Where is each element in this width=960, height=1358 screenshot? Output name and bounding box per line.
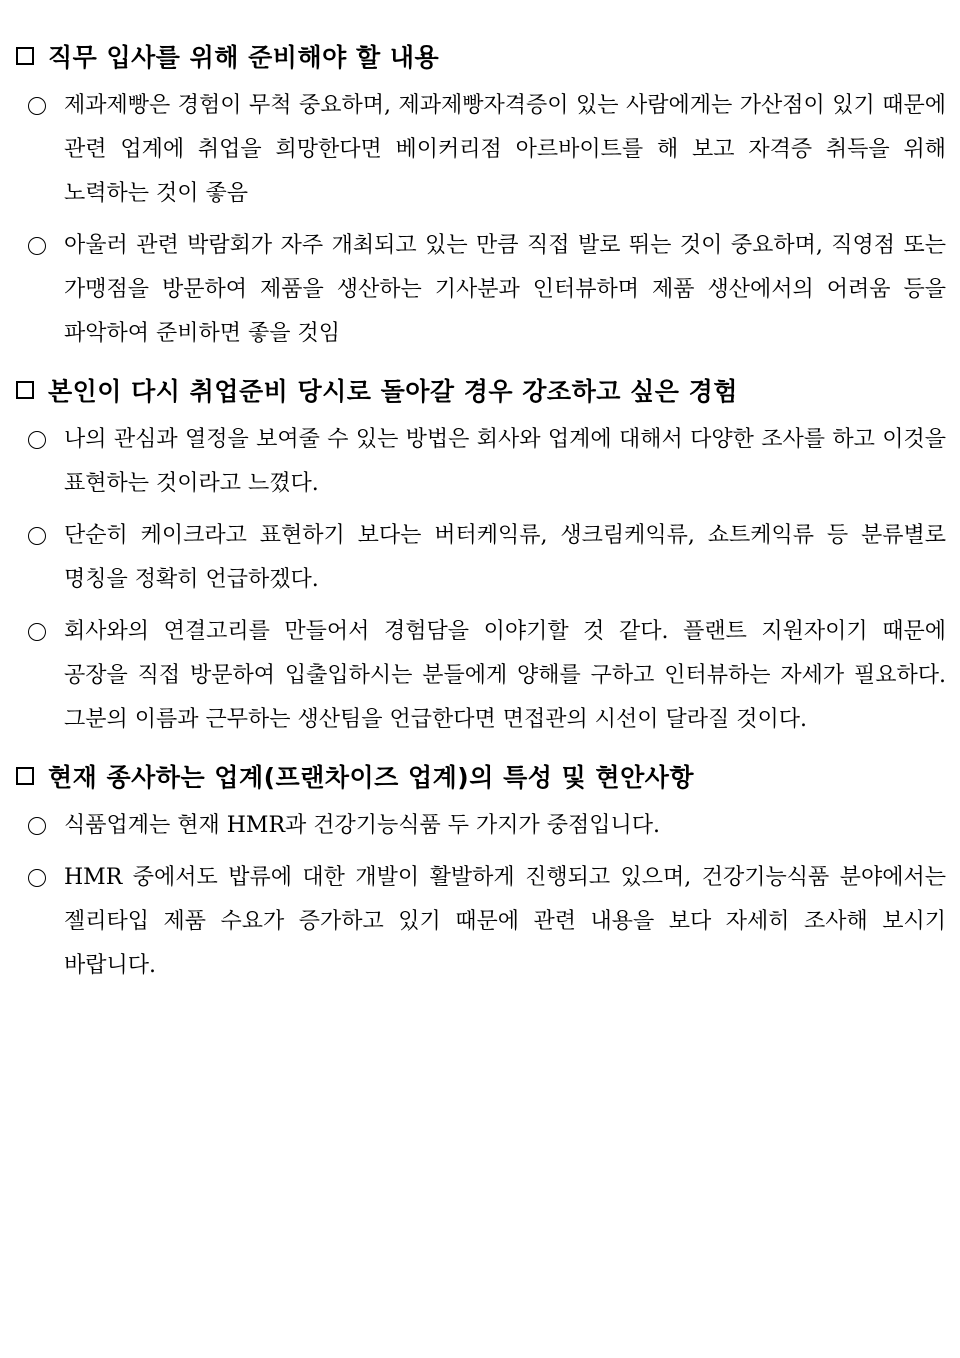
list-item-text: 제과제빵은 경험이 무척 중요하며, 제과제빵자격증이 있는 사람에게는 가산점이 있기 때문에 관련 업계에 취업을 희망한다면 베이커리점 아르바이트를 해 보고 자격증 취득을 위해 노력하는 것이 좋음 [64,93,946,206]
list-item-text: 나의 관심과 열정을 보여줄 수 있는 방법은 회사와 업계에 대해서 다양한 조사를 하고 이것을 표현하는 것이라고 느꼈다. [64,427,946,496]
circle-bullet-icon [28,237,46,255]
list-item [14,224,946,356]
section-emphasized-experience [14,370,946,742]
section-heading [14,370,946,410]
square-bullet-icon [16,767,34,785]
list-item-text: 식품업계는 현재 HMR과 건강기능식품 두 가지가 중점입니다. [64,813,661,838]
list-item-text: HMR 중에서도 밥류에 대한 개발이 활발하게 진행되고 있으며, 건강기능식품 분야에서는 젤리타입 제품 수요가 증가하고 있기 때문에 관련 내용을 보다 자세히 조사해 보시기 바랍니다. [64,865,946,978]
list-item [14,84,946,216]
square-bullet-icon [16,47,34,65]
section-title: 현재 종사하는 업계(프랜차이즈 업계)의 특성 및 현안사항 [48,763,695,792]
circle-bullet-icon [28,431,46,449]
list-item-text: 단순히 케이크라고 표현하기 보다는 버터케익류, 생크림케익류, 쇼트케익류 등 분류별로 명칭을 정확히 언급하겠다. [64,523,946,592]
section-heading [14,36,946,76]
list-item [14,514,946,602]
circle-bullet-icon [28,869,46,887]
list-item-text: 아울러 관련 박람회가 자주 개최되고 있는 만큼 직접 발로 뛰는 것이 중요하며, 직영점 또는 가맹점을 방문하여 제품을 생산하는 기사분과 인터뷰하며 제품 생산에서의 어려움 등을 파악하여 준비하면 좋을 것임 [64,233,946,346]
list-item [14,610,946,742]
list-item [14,418,946,506]
list-item [14,856,946,988]
list-item-text: 회사와의 연결고리를 만들어서 경험담을 이야기할 것 같다. 플랜트 지원자이기 때문에 공장을 직접 방문하여 입출입하시는 분들에게 양해를 구하고 인터뷰하는 자세가 필요하다. 그분의 이름과 근무하는 생산팀을 언급한다면 면접관의 시선이 달라질 것이다. [64,619,946,732]
circle-bullet-icon [28,527,46,545]
list-item [14,804,946,848]
square-bullet-icon [16,381,34,399]
section-job-preparation [14,36,946,356]
section-heading [14,756,946,796]
section-title: 직무 입사를 위해 준비해야 할 내용 [48,43,440,72]
section-title: 본인이 다시 취업준비 당시로 돌아갈 경우 강조하고 싶은 경험 [48,377,738,406]
circle-bullet-icon [28,97,46,115]
circle-bullet-icon [28,817,46,835]
section-industry-issues [14,756,946,988]
circle-bullet-icon [28,623,46,641]
